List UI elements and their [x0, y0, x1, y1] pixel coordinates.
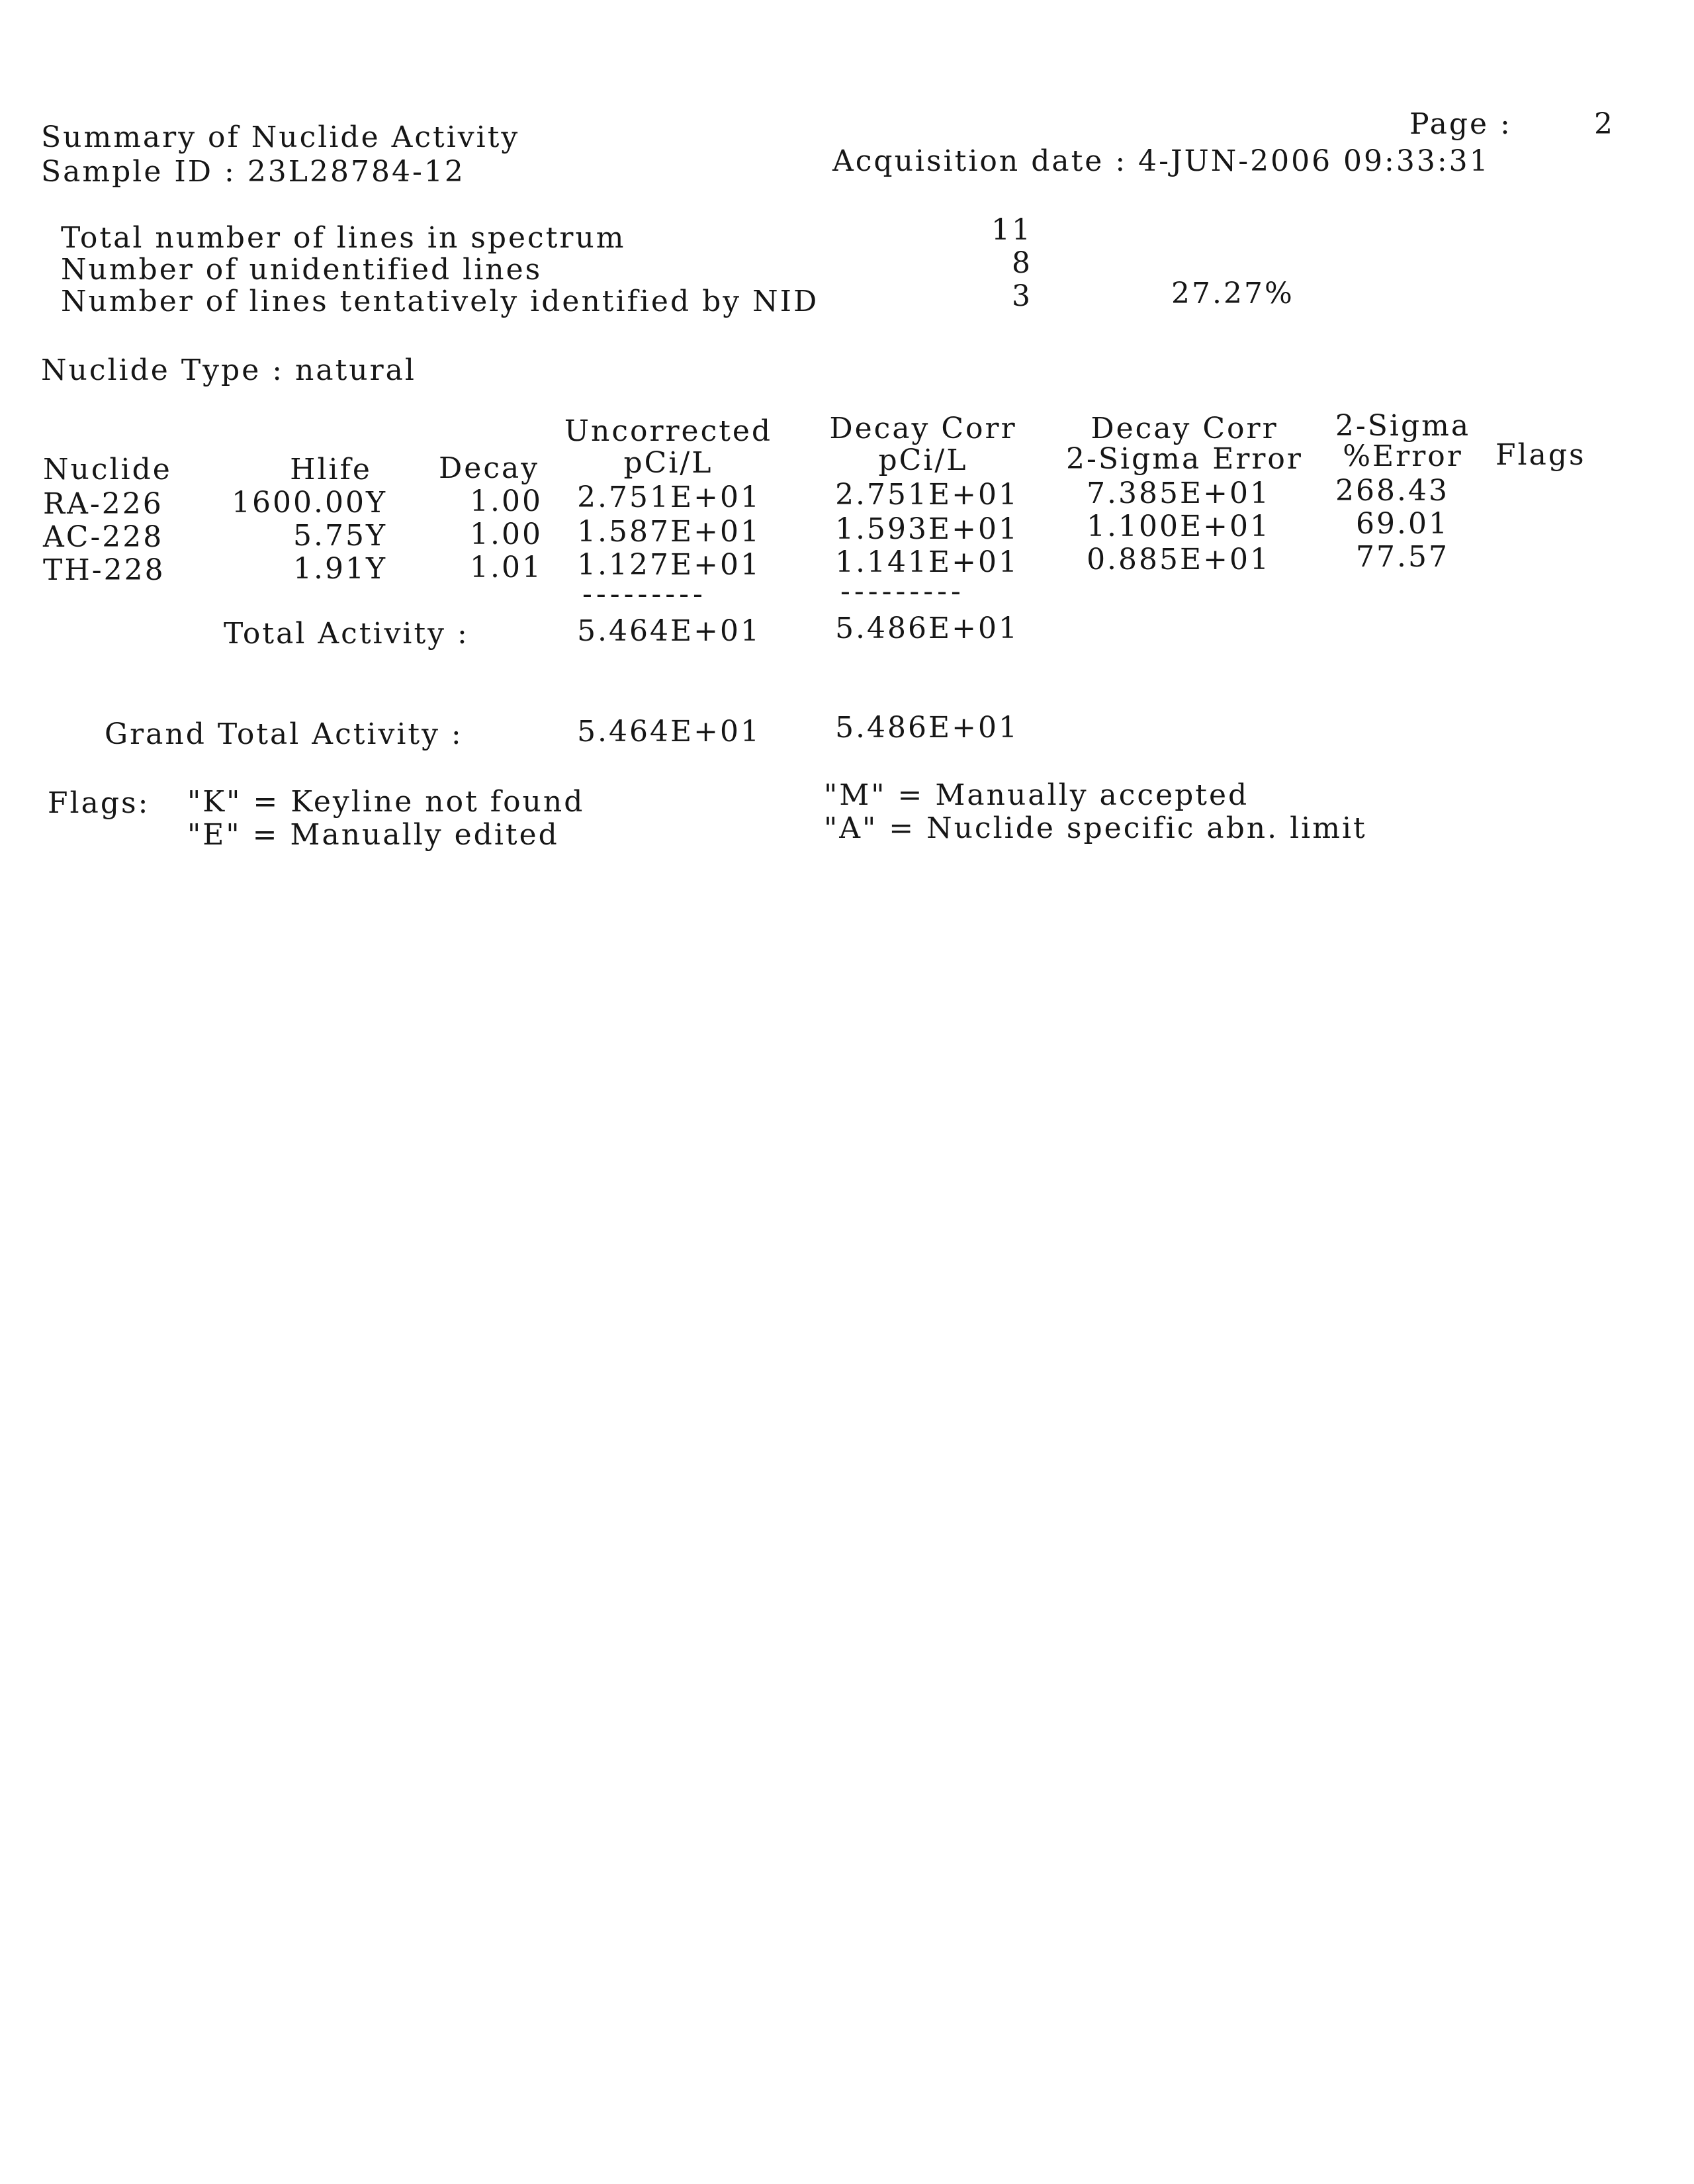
- grand-total-uncorrected: 5.464E+01: [577, 715, 761, 749]
- row-1-nuclide: RA-226: [43, 487, 163, 521]
- unidentified-value: 8: [1012, 246, 1032, 280]
- header-decay-corr-unit: pCi/L: [878, 443, 968, 477]
- header-nuclide: Nuclide: [43, 453, 172, 486]
- row-3-nuclide: TH-228: [43, 553, 165, 587]
- header-sigma-error-2: 2-Sigma Error: [1066, 442, 1303, 476]
- page-number: 2: [1594, 107, 1615, 141]
- header-sigma-pct-2: %Error: [1343, 439, 1463, 473]
- header-decay-corr: Decay Corr: [829, 412, 1017, 445]
- separator-decay-corr: ---------: [840, 574, 965, 608]
- header-uncorrected-unit: pCi/L: [623, 446, 713, 480]
- row-2-uncorrected: 1.587E+01: [577, 515, 761, 549]
- row-1-decay-corr: 2.751E+01: [835, 478, 1019, 512]
- row-1-sigma-pct: 268.43: [1335, 474, 1449, 508]
- row-2-sigma-pct: 69.01: [1356, 507, 1449, 541]
- header-sigma-error: Decay Corr: [1091, 412, 1278, 445]
- total-activity-uncorrected: 5.464E+01: [577, 614, 761, 648]
- tentative-label: Number of lines tentatively identified by NID: [61, 285, 819, 318]
- row-3-uncorrected: 1.127E+01: [577, 548, 761, 582]
- row-1-hlife: 1600.00Y: [232, 486, 387, 520]
- grand-total-decay-corr: 5.486E+01: [835, 711, 1019, 745]
- row-3-sigma-pct: 77.57: [1356, 540, 1449, 574]
- tentative-value: 3: [1012, 279, 1032, 313]
- flags-label: Flags:: [48, 786, 150, 820]
- grand-total-label: Grand Total Activity :: [105, 717, 463, 751]
- sample-id: Sample ID : 23L28784-12: [41, 155, 465, 189]
- total-activity-label: Total Activity :: [224, 617, 469, 651]
- row-2-sigma-error: 1.100E+01: [1087, 510, 1270, 543]
- report-title: Summary of Nuclide Activity: [41, 120, 520, 154]
- nuclide-type: Nuclide Type : natural: [41, 353, 416, 387]
- acquisition-date: Acquisition date : 4-JUN-2006 09:33:31: [832, 144, 1490, 178]
- header-hlife: Hlife: [290, 453, 372, 486]
- row-2-decay-corr: 1.593E+01: [835, 512, 1019, 546]
- row-2-hlife: 5.75Y: [292, 519, 387, 553]
- row-2-decay: 1.00: [470, 518, 543, 551]
- row-3-hlife: 1.91Y: [292, 552, 387, 586]
- separator-uncorrected: ---------: [582, 577, 707, 611]
- flag-k: "K" = Keyline not found: [187, 785, 585, 819]
- header-flags: Flags: [1495, 438, 1586, 472]
- flag-m: "M" = Manually accepted: [824, 778, 1249, 812]
- row-3-decay-corr: 1.141E+01: [835, 545, 1019, 579]
- flag-a: "A" = Nuclide specific abn. limit: [824, 811, 1367, 845]
- header-decay: Decay: [439, 451, 540, 485]
- row-1-uncorrected: 2.751E+01: [577, 480, 761, 514]
- tentative-percent: 27.27%: [1171, 277, 1294, 310]
- row-2-nuclide: AC-228: [43, 520, 164, 554]
- flag-e: "E" = Manually edited: [187, 818, 559, 852]
- page-label: Page :: [1409, 107, 1512, 141]
- header-uncorrected: Uncorrected: [564, 414, 773, 448]
- row-1-decay: 1.00: [470, 484, 543, 518]
- header-sigma-pct: 2-Sigma: [1335, 409, 1471, 443]
- row-1-sigma-error: 7.385E+01: [1087, 477, 1270, 510]
- row-3-sigma-error: 0.885E+01: [1087, 543, 1270, 576]
- total-activity-decay-corr: 5.486E+01: [835, 612, 1019, 645]
- unidentified-label: Number of unidentified lines: [61, 253, 543, 287]
- total-lines-label: Total number of lines in spectrum: [61, 221, 626, 255]
- row-3-decay: 1.01: [470, 551, 543, 584]
- total-lines-value: 11: [991, 213, 1032, 247]
